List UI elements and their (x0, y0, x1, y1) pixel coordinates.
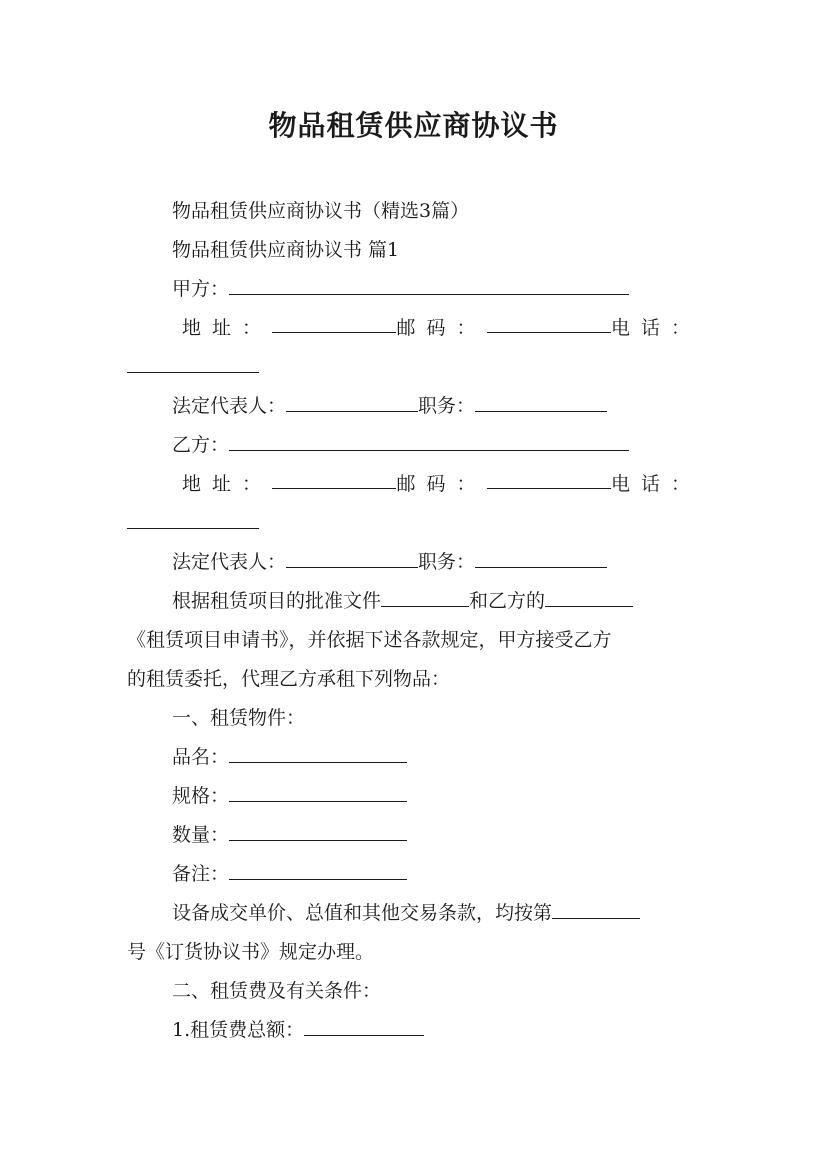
party-b-label: 乙方： (172, 434, 230, 456)
item-name-line (172, 744, 407, 770)
party-a-line (172, 276, 629, 302)
item-remark-blank (229, 862, 407, 880)
para1-line1 (172, 588, 633, 614)
section2-heading: 二、租赁费及有关条件： (172, 980, 382, 1002)
party-b-address-blank (272, 471, 396, 489)
party-b-rep-blank (286, 550, 418, 568)
party-a-phone-wrap (127, 354, 259, 380)
subtitle: 物品租赁供应商协议书（精选3篇） (172, 200, 470, 222)
item-spec-label: 规格： (172, 785, 230, 807)
party-a-postcode-blank (487, 315, 611, 333)
item-name-label: 品名： (172, 746, 230, 768)
item-qty-label: 数量： (172, 824, 230, 846)
party-a-postcode-label: 邮码： (396, 317, 487, 339)
party-a-position-blank (475, 394, 607, 412)
part-title: 物品租赁供应商协议书 篇1 (172, 239, 400, 261)
order-number-blank (552, 901, 640, 919)
party-b-postcode-blank (487, 471, 611, 489)
para2-line1 (172, 900, 640, 926)
party-b-position-blank (475, 550, 607, 568)
party-b-postcode-label: 邮码： (396, 473, 487, 495)
item-qty-line (172, 822, 407, 848)
party-a-phone-blank (127, 355, 259, 373)
party-a-rep-line (172, 393, 607, 419)
rent-total-blank (304, 1018, 424, 1036)
item-remark-label: 备注： (172, 863, 230, 885)
party-a-address-blank (272, 315, 396, 333)
party-b-phone-label: 电话： (610, 473, 701, 495)
party-b-rep-label: 法定代表人： (172, 551, 287, 573)
party-a-position-label: 职务： (418, 395, 476, 417)
para1-text-b: 和乙方的 (469, 590, 546, 612)
party-a-address-label: 地址： (182, 317, 273, 339)
document-title: 物品租赁供应商协议书 (268, 109, 559, 142)
para2-line2: 号《订货协议书》规定办理。 (127, 941, 375, 963)
section1-heading: 一、租赁物件： (172, 707, 306, 729)
party-b-phone-blank (127, 511, 259, 529)
party-b-blank (229, 433, 629, 451)
party-a-address-line (127, 315, 701, 341)
item-spec-line (172, 783, 407, 809)
party-a-rep-label: 法定代表人： (172, 395, 287, 417)
party-b-rep-line (172, 549, 607, 575)
party-b-address-label: 地址： (182, 473, 273, 495)
item-qty-blank (229, 823, 407, 841)
rent-total-label: 1.租赁费总额： (172, 1019, 305, 1041)
party-b-line (172, 432, 629, 458)
party-b-address-line (127, 471, 701, 497)
party-a-phone-label: 电话： (610, 317, 701, 339)
para1-line3: 的租赁委托，代理乙方承租下列物品： (127, 668, 451, 690)
approval-doc-blank (381, 589, 469, 607)
item-remark-line (172, 861, 407, 887)
item-name-blank (229, 745, 407, 763)
party-b-phone-wrap (127, 510, 259, 536)
application-blank (545, 589, 633, 607)
para1-text-a: 根据租赁项目的批准文件 (172, 590, 382, 612)
item-spec-blank (229, 784, 407, 802)
party-a-blank (229, 277, 629, 295)
para1-line2: 《租赁项目申请书》，并依据下述各款规定，甲方接受乙方 (127, 629, 612, 651)
rent-total-line (172, 1017, 424, 1043)
para2-text: 设备成交单价、总值和其他交易条款，均按第 (172, 902, 553, 924)
party-a-rep-blank (286, 394, 418, 412)
party-b-position-label: 职务： (418, 551, 476, 573)
party-a-label: 甲方： (172, 278, 230, 300)
